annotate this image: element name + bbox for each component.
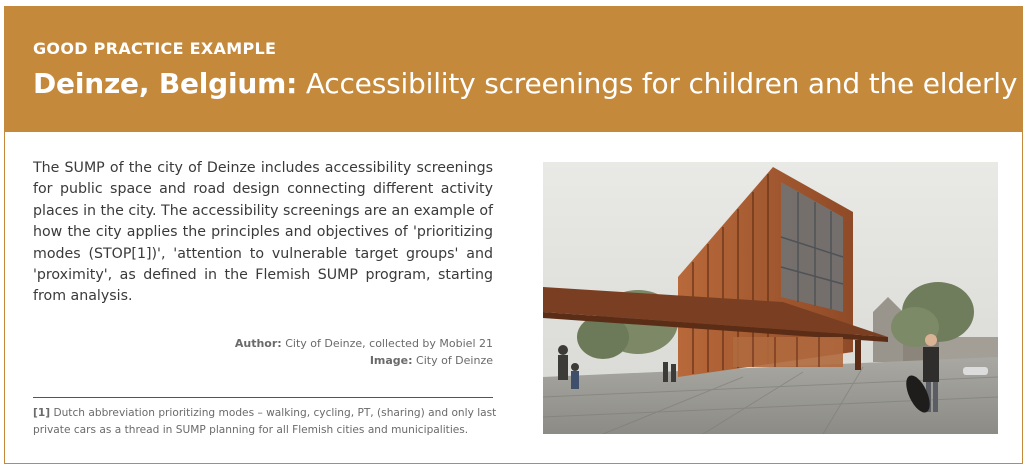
footnote [33,405,503,439]
body-paragraph: The SUMP of the city of Deinze includes accessibility screenings for public space and road design connecting different activity places in the city. The accessibility screenings are an example of how the city applies the principles and objectives of 'prioritizing modes (STOP[1])', 'attention to vulnerable target groups' and 'proximity', as defined in the Flemish SUMP program, starting from analysis. [33,160,493,305]
title-rest: Accessibility screenings for children and the elderly [305,67,1018,100]
section-kicker: GOOD PRACTICE EXAMPLE [33,39,277,58]
author-value: City of Deinze, collected by Mobiel 21 [285,337,493,350]
footnote-marker: [1] [33,407,51,419]
image-value: City of Deinze [416,354,493,367]
author-credit [33,335,493,352]
header-banner [5,7,1022,132]
good-practice-box [4,6,1023,464]
footnote-text: Dutch abbreviation prioritizing modes – walking, cycling, PT, (sharing) and only last private cars as a thread in SUMP planning for all Flemish cities and municipalities. [33,407,497,436]
author-label: Author: [234,337,282,350]
title-place: Deinze, Belgium: [33,67,298,100]
architecture-rendering-image [543,162,998,434]
page-title [33,67,1017,100]
footnote-divider [33,397,493,398]
credits [33,335,493,369]
image-label: Image: [369,354,413,367]
image-credit [33,352,493,369]
